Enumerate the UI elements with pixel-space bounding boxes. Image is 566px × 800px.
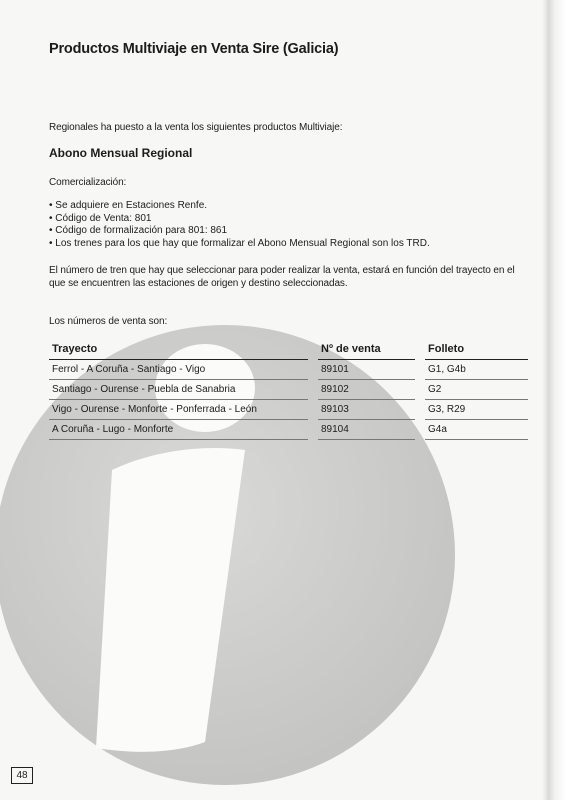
page-number: 48 xyxy=(11,767,33,784)
page-title: Productos Multiviaje en Venta Sire (Galicia) xyxy=(49,41,339,57)
bullet-list xyxy=(49,200,430,250)
cell-trayecto: A Coruña - Lugo - Monforte xyxy=(49,420,308,440)
description-paragraph: El número de tren que hay que seleccionar para poder realizar la venta, estará en función del trayecto en el que se encuentren las estaciones de origen y destino seleccionadas. xyxy=(49,265,515,289)
cell-folleto: G1, G4b xyxy=(425,360,528,380)
cell-folleto: G4a xyxy=(425,420,528,440)
list-item: • Se adquiere en Estaciones Renfe. xyxy=(49,200,430,213)
list-item: • Código de formalización para 801: 861 xyxy=(49,225,430,238)
cell-numero: 89102 xyxy=(318,380,415,400)
cell-trayecto: Santiago - Ourense - Puebla de Sanabria xyxy=(49,380,308,400)
column-header-folleto: Folleto xyxy=(425,340,528,360)
intro-text: Regionales ha puesto a la venta los siguientes productos Multiviaje: xyxy=(49,122,343,133)
list-item: • Los trenes para los que hay que formalizar el Abono Mensual Regional son los TRD. xyxy=(49,238,430,251)
cell-numero: 89101 xyxy=(318,360,415,380)
cell-trayecto: Ferrol - A Coruña - Santiago - Vigo xyxy=(49,360,308,380)
cell-trayecto: Vigo - Ourense - Monforte - Ponferrada - León xyxy=(49,400,308,420)
table-row xyxy=(49,360,528,380)
cell-numero: 89103 xyxy=(318,400,415,420)
cell-folleto: G2 xyxy=(425,380,528,400)
section-title: Abono Mensual Regional xyxy=(49,146,193,160)
table-intro: Los números de venta son: xyxy=(49,316,168,327)
page-edge xyxy=(548,0,566,800)
column-header-trayecto: Trayecto xyxy=(49,340,308,360)
column-header-numero: Nº de venta xyxy=(318,340,415,360)
sales-table xyxy=(49,340,528,440)
list-item: • Código de Venta: 801 xyxy=(49,213,430,226)
table-header-row xyxy=(49,340,528,360)
cell-folleto: G3, R29 xyxy=(425,400,528,420)
table-row xyxy=(49,380,528,400)
table-row xyxy=(49,420,528,440)
table-row xyxy=(49,400,528,420)
commercialization-label: Comercialización: xyxy=(49,177,127,188)
cell-numero: 89104 xyxy=(318,420,415,440)
